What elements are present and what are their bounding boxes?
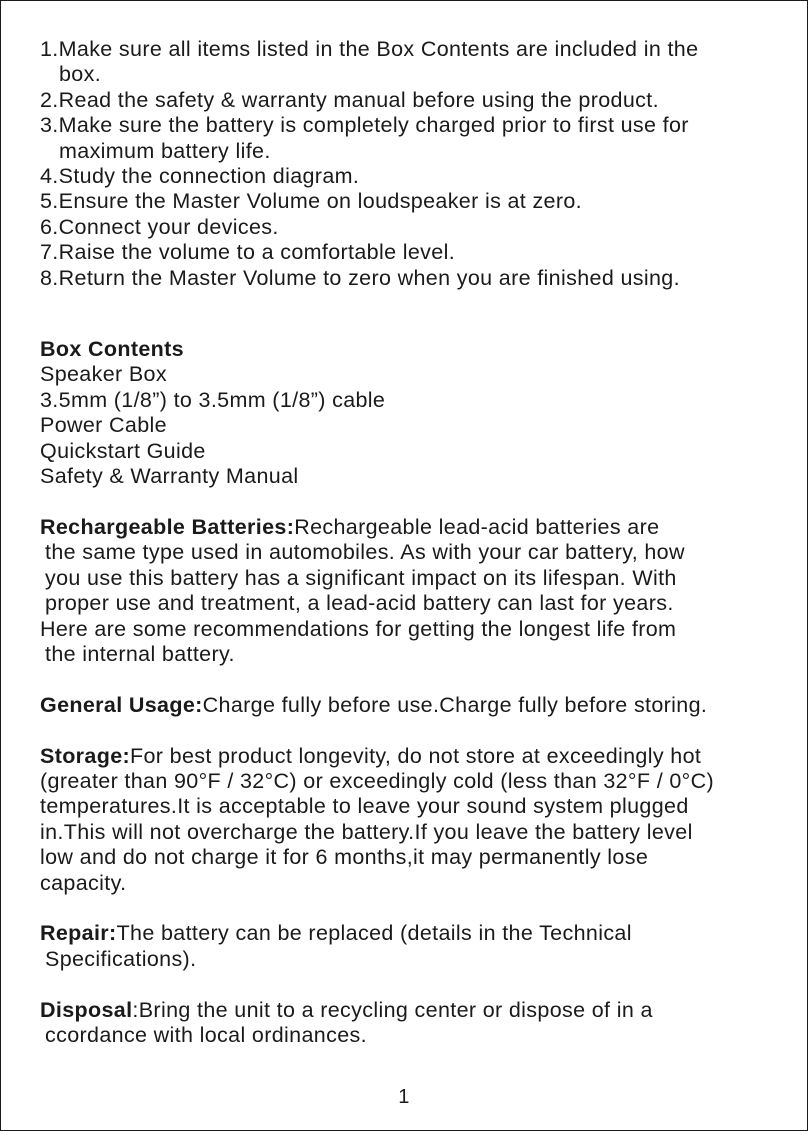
setup-step-3-line-2: maximum battery life.: [59, 138, 271, 163]
general-usage-section: [40, 693, 800, 718]
disposal-text-line: ccordance with local ordinances.: [45, 1022, 367, 1047]
setup-step-2-text: 2.Read the safety & warranty manual before using the product.: [40, 87, 659, 112]
setup-step-5-text: 5.Ensure the Master Volume on loudspeaker is at zero.: [40, 189, 583, 214]
repair-label: Repair:: [40, 921, 117, 946]
setup-step-4: [40, 164, 800, 189]
setup-step-3: [40, 113, 800, 164]
rechargeable-text-line: the same type used in automobiles. As with your car battery, how: [45, 540, 685, 565]
box-contents-section: [40, 337, 800, 489]
rechargeable-text-line: Here are some recommendations for getting the longest life from: [40, 616, 677, 641]
box-contents-item: 3.5mm (1/8”) to 3.5mm (1/8”) cable: [40, 387, 386, 412]
setup-step-7: [40, 240, 800, 265]
setup-step-1: [40, 37, 800, 88]
repair-first-line: [40, 921, 800, 946]
general-usage-label: General Usage:: [40, 692, 203, 717]
setup-step-6-text: 6.Connect your devices.: [40, 214, 279, 239]
rechargeable-batteries-label: Rechargeable Batteries:: [40, 514, 295, 539]
storage-text-line: temperatures.It is acceptable to leave your sound system plugged: [40, 794, 689, 819]
rechargeable-text-line: proper use and treatment, a lead-acid battery can last for years.: [45, 591, 674, 616]
setup-step-6: [40, 215, 800, 240]
setup-step-8: [40, 266, 800, 291]
general-usage-line: [40, 693, 800, 718]
rechargeable-text-line: the internal battery.: [45, 641, 235, 666]
storage-section: [40, 744, 800, 896]
setup-step-5: [40, 189, 800, 214]
box-contents-heading: Box Contents: [40, 337, 184, 362]
box-contents-item: Power Cable: [40, 413, 167, 438]
storage-text-line: (greater than 90°F / 32°C) or exceedingly cold (less than 32°F / 0°C): [40, 768, 714, 793]
setup-step-2: [40, 88, 800, 113]
setup-step-1-line-1: 1.Make sure all items listed in the Box Contents are included in the: [40, 37, 699, 61]
repair-text-line: The battery can be replaced (details in the Technical: [116, 921, 632, 946]
page-content: [40, 37, 800, 1048]
storage-text-line: low and do not charge it for 6 months,it may permanently lose: [40, 845, 649, 870]
box-contents-item: Safety & Warranty Manual: [40, 464, 299, 489]
setup-steps-list: [40, 37, 800, 291]
setup-step-7-text: 7.Raise the volume to a comfortable level.: [40, 240, 456, 265]
general-usage-text: Charge fully before use.Charge fully before storing.: [202, 692, 708, 717]
box-contents-item: Quickstart Guide: [40, 438, 206, 463]
storage-label: Storage:: [40, 743, 131, 768]
repair-section: [40, 921, 800, 972]
setup-step-8-text: 8.Return the Master Volume to zero when you are finished using.: [40, 265, 680, 290]
storage-text-line: in.This will not overcharge the battery.If you leave the battery level: [40, 819, 693, 844]
storage-text-line: For best product longevity, do not store at exceedingly hot: [130, 743, 702, 768]
disposal-section: [40, 998, 800, 1049]
rechargeable-batteries-section: [40, 515, 800, 667]
box-contents-item: Speaker Box: [40, 362, 167, 387]
rechargeable-text-line: Rechargeable lead-acid batteries are: [294, 514, 660, 539]
rechargeable-text-line: you use this battery has a significant impact on its lifespan. With: [45, 565, 677, 590]
setup-step-4-text: 4.Study the connection diagram.: [40, 164, 360, 189]
repair-text-line: Specifications).: [45, 946, 197, 971]
storage-text-line: capacity.: [40, 870, 127, 895]
disposal-label: Disposal: [40, 997, 133, 1022]
disposal-first-line: [40, 998, 800, 1023]
disposal-text-line: :Bring the unit to a recycling center or dispose of in a: [132, 997, 653, 1022]
page-number: 1: [398, 1086, 410, 1108]
storage-first-line: [40, 744, 800, 769]
rechargeable-first-line: [40, 515, 800, 540]
setup-step-3-line-1: 3.Make sure the battery is completely charged prior to first use for: [40, 113, 689, 138]
setup-step-1-line-2: box.: [59, 62, 102, 87]
